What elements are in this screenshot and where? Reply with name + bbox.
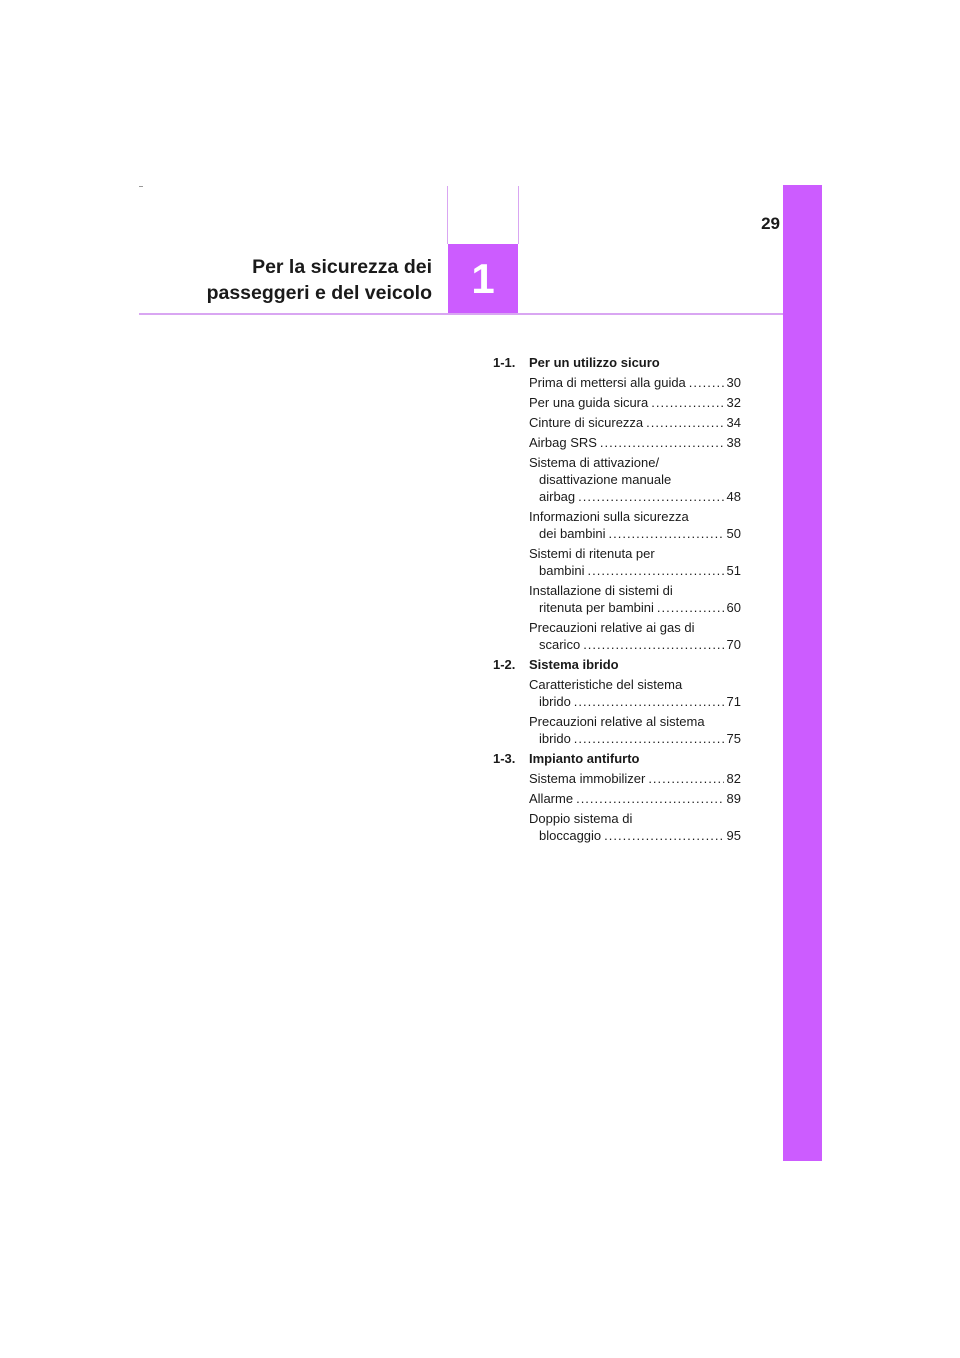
toc-entry-line bbox=[529, 636, 741, 653]
toc-entry-page: 38 bbox=[726, 435, 741, 450]
page-number: 29 bbox=[761, 214, 780, 233]
toc-entry-page: 82 bbox=[726, 771, 741, 786]
toc-entry-text: Airbag SRS bbox=[529, 435, 597, 450]
toc-entry-line bbox=[529, 454, 741, 471]
toc-entry-page: 71 bbox=[726, 694, 741, 709]
toc-entry[interactable] bbox=[529, 770, 741, 787]
toc-entry[interactable] bbox=[529, 810, 741, 844]
header-divider-right bbox=[518, 186, 519, 244]
toc-entry[interactable] bbox=[529, 508, 741, 542]
toc-leader-dots bbox=[583, 636, 723, 653]
toc-leader-dots bbox=[646, 414, 723, 431]
toc-entry-page: 48 bbox=[726, 489, 741, 504]
toc-entry[interactable] bbox=[529, 619, 741, 653]
toc-section-heading[interactable] bbox=[493, 656, 741, 673]
header-divider-left bbox=[447, 186, 448, 244]
toc-leader-dots bbox=[657, 599, 724, 616]
chapter-side-tab bbox=[783, 185, 822, 1161]
toc-leader-dots bbox=[588, 562, 724, 579]
toc-section-number: 1-1. bbox=[493, 355, 516, 370]
toc-entry-line bbox=[529, 619, 741, 636]
toc-entry-line bbox=[529, 434, 741, 451]
toc-entry-text: bambini bbox=[539, 563, 585, 578]
toc-section-title: Per un utilizzo sicuro bbox=[529, 355, 660, 370]
toc-entry-line bbox=[529, 713, 741, 730]
toc-entry-page: 50 bbox=[726, 526, 741, 541]
toc-entry-text: Allarme bbox=[529, 791, 574, 806]
toc-entry[interactable] bbox=[529, 790, 741, 807]
toc-section bbox=[493, 354, 741, 653]
toc-leader-dots bbox=[689, 374, 724, 391]
toc-entry[interactable] bbox=[529, 713, 741, 747]
toc-entry[interactable] bbox=[529, 676, 741, 710]
toc-entry-line bbox=[529, 508, 741, 525]
toc-entry-text: ritenuta per bambini bbox=[539, 600, 654, 615]
toc-entry[interactable] bbox=[529, 582, 741, 616]
chapter-title-line-2: passeggeri e del veicolo bbox=[206, 282, 432, 304]
toc-entry[interactable] bbox=[529, 394, 741, 411]
toc-entry-text: bloccaggio bbox=[539, 828, 602, 843]
toc-section bbox=[493, 750, 741, 844]
chapter-title-line-1: Per la sicurezza dei bbox=[252, 256, 432, 278]
toc-entry[interactable] bbox=[529, 374, 741, 391]
toc-entry-text: Sistema immobilizer bbox=[529, 771, 646, 786]
toc-entry-page: 89 bbox=[726, 791, 741, 806]
toc-entry-line bbox=[529, 730, 741, 747]
toc-leader-dots bbox=[651, 394, 723, 411]
toc-entry-text: Informazioni sulla sicurezza bbox=[529, 509, 689, 524]
toc-entry-text: ibrido bbox=[539, 731, 571, 746]
table-of-contents bbox=[493, 354, 741, 847]
toc-leader-dots bbox=[648, 770, 723, 787]
toc-entry-page: 95 bbox=[726, 828, 741, 843]
toc-entry-page: 34 bbox=[726, 415, 741, 430]
toc-entry-line bbox=[529, 810, 741, 827]
toc-section-title: Impianto antifurto bbox=[529, 751, 640, 766]
toc-entry-page: 51 bbox=[726, 563, 741, 578]
toc-entry[interactable] bbox=[529, 414, 741, 431]
toc-section-heading[interactable] bbox=[493, 750, 741, 767]
toc-entry-text: ibrido bbox=[539, 694, 571, 709]
toc-entry-page: 30 bbox=[726, 375, 741, 390]
toc-entry-line bbox=[529, 582, 741, 599]
toc-entry-line bbox=[529, 599, 741, 616]
chapter-number-badge: 1 bbox=[448, 244, 518, 313]
toc-entry[interactable] bbox=[529, 434, 741, 451]
toc-entry-text: Doppio sistema di bbox=[529, 811, 633, 826]
toc-entry-line bbox=[529, 471, 741, 488]
toc-entry-text: Precauzioni relative ai gas di bbox=[529, 620, 695, 635]
toc-leader-dots bbox=[574, 730, 724, 747]
toc-section bbox=[493, 656, 741, 747]
toc-leader-dots bbox=[578, 488, 723, 505]
toc-entry-line bbox=[529, 790, 741, 807]
toc-entry-line bbox=[529, 827, 741, 844]
toc-entry-text: disattivazione manuale bbox=[539, 472, 672, 487]
toc-entry-line bbox=[529, 545, 741, 562]
toc-entry-line bbox=[529, 488, 741, 505]
toc-entry-text: Sistemi di ritenuta per bbox=[529, 546, 655, 561]
toc-entry-line bbox=[529, 693, 741, 710]
toc-entry-text: Caratteristiche del sistema bbox=[529, 677, 683, 692]
header-rule bbox=[139, 313, 783, 315]
toc-leader-dots bbox=[576, 790, 723, 807]
toc-section-heading[interactable] bbox=[493, 354, 741, 371]
toc-leader-dots bbox=[609, 525, 724, 542]
toc-entry-page: 60 bbox=[726, 600, 741, 615]
toc-section-number: 1-3. bbox=[493, 751, 516, 766]
toc-entry-page: 70 bbox=[726, 637, 741, 652]
toc-entry-text: airbag bbox=[539, 489, 576, 504]
toc-entry-text: Cinture di sicurezza bbox=[529, 415, 644, 430]
toc-entry-line bbox=[529, 394, 741, 411]
toc-entry-page: 32 bbox=[726, 395, 741, 410]
toc-entry-text: dei bambini bbox=[539, 526, 606, 541]
toc-entry-line bbox=[529, 374, 741, 391]
toc-entry-text: scarico bbox=[539, 637, 581, 652]
toc-section-number: 1-2. bbox=[493, 657, 516, 672]
toc-entry-line bbox=[529, 562, 741, 579]
toc-section-title: Sistema ibrido bbox=[529, 657, 619, 672]
toc-entry[interactable] bbox=[529, 454, 741, 505]
toc-leader-dots bbox=[600, 434, 724, 451]
chapter-title bbox=[207, 254, 432, 306]
toc-entry-line bbox=[529, 770, 741, 787]
toc-entry-line bbox=[529, 414, 741, 431]
toc-entry-text: Per una guida sicura bbox=[529, 395, 649, 410]
toc-entry-text: Prima di mettersi alla guida bbox=[529, 375, 686, 390]
toc-entry[interactable] bbox=[529, 545, 741, 579]
toc-entry-text: Sistema di attivazione/ bbox=[529, 455, 660, 470]
toc-entry-text: Precauzioni relative al sistema bbox=[529, 714, 705, 729]
toc-entry-text: Installazione di sistemi di bbox=[529, 583, 673, 598]
toc-entry-line bbox=[529, 525, 741, 542]
toc-leader-dots bbox=[574, 693, 724, 710]
toc-entry-page: 75 bbox=[726, 731, 741, 746]
toc-entry-line bbox=[529, 676, 741, 693]
toc-leader-dots bbox=[604, 827, 723, 844]
crop-mark bbox=[139, 186, 143, 187]
